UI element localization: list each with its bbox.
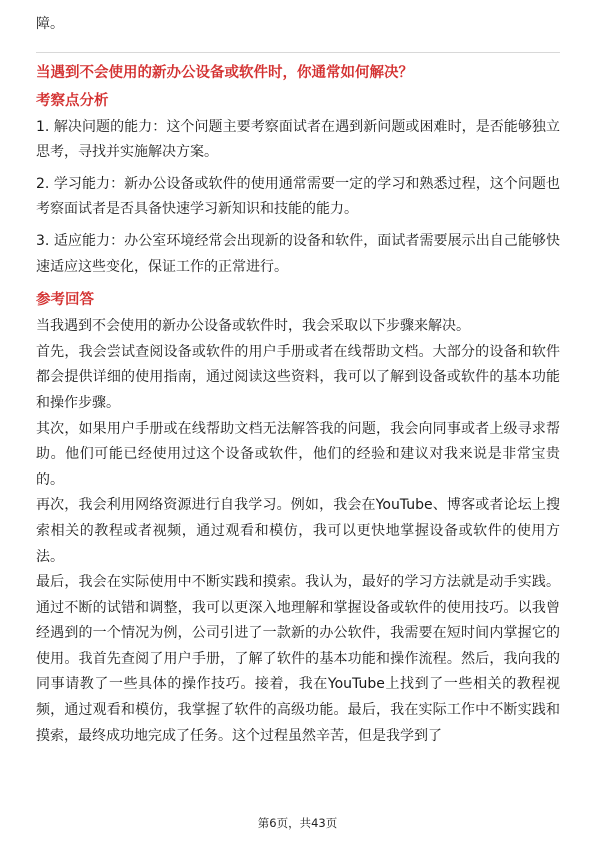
answer-paragraph: 最后，我会在实际使用中不断实践和摸索。我认为，最好的学习方法就是动手实践。通过不断的试错和调整，我可以更深入地理解和掌握设备或软件的使用技巧。以我曾经遇到的一个情况为例，公司引进了一款新的办公软件，我需要在短时间内掌握它的使用。我首先查阅了用户手册，了解了软件的基本功能和操作流程。然后，我向我的同事请教了一些具体的操作技巧。接着，我在YouTube上找到了一些相关的教程视频，通过观看和模仿，我掌握了软件的高级功能。最后，我在实际工作中不断实践和摸索，最终成功地完成了任务。这个过程虽然辛苦，但是我学到了 xyxy=(36,574,560,744)
analysis-section xyxy=(36,89,560,281)
answer-paragraph: 再次，我会利用网络资源进行自我学习。例如，我会在YouTube、博客或者论坛上搜索相关的教程或者视频，通过观看和模仿，我可以更快地掌握设备或软件的使用方法。 xyxy=(36,497,560,565)
answer-paragraph: 其次，如果用户手册或在线帮助文档无法解答我的问题，我会向同事或者上级寻求帮助。他们可能已经使用过这个设备或软件，他们的经验和建议对我来说是非常宝贵的。 xyxy=(36,420,560,488)
analysis-item: 2. 学习能力：新办公设备或软件的使用通常需要一定的学习和熟悉过程，这个问题也考察面试者是否具备快速学习新知识和技能的能力。 xyxy=(36,175,560,218)
answer-paragraph: 当我遇到不会使用的新办公设备或软件时，我会采取以下步骤来解决。 xyxy=(36,318,470,335)
question-heading: 当遇到不会使用的新办公设备或软件时，你通常如何解决？ xyxy=(36,64,413,81)
answer-title: 参考回答 xyxy=(36,292,94,309)
answer-section xyxy=(36,288,560,749)
section-divider xyxy=(36,52,560,53)
answer-paragraph: 首先，我会尝试查阅设备或软件的用户手册或者在线帮助文档。大部分的设备和软件都会提供详细的使用指南，通过阅读这些资料，我可以了解到设备或软件的基本功能和操作步骤。 xyxy=(36,343,560,411)
page-content xyxy=(36,12,560,749)
page-number-footer: 第6页，共43页 xyxy=(257,816,338,830)
previous-text-fragment: 障。 xyxy=(36,16,64,32)
analysis-item: 1. 解决问题的能力：这个问题主要考察面试者在遇到新问题或困难时，是否能够独立思考，寻找并实施解决方案。 xyxy=(36,118,560,161)
analysis-title: 考察点分析 xyxy=(36,92,109,109)
analysis-item: 3. 适应能力：办公室环境经常会出现新的设备和软件，面试者需要展示出自己能够快速适应这些变化，保证工作的正常进行。 xyxy=(36,232,560,275)
